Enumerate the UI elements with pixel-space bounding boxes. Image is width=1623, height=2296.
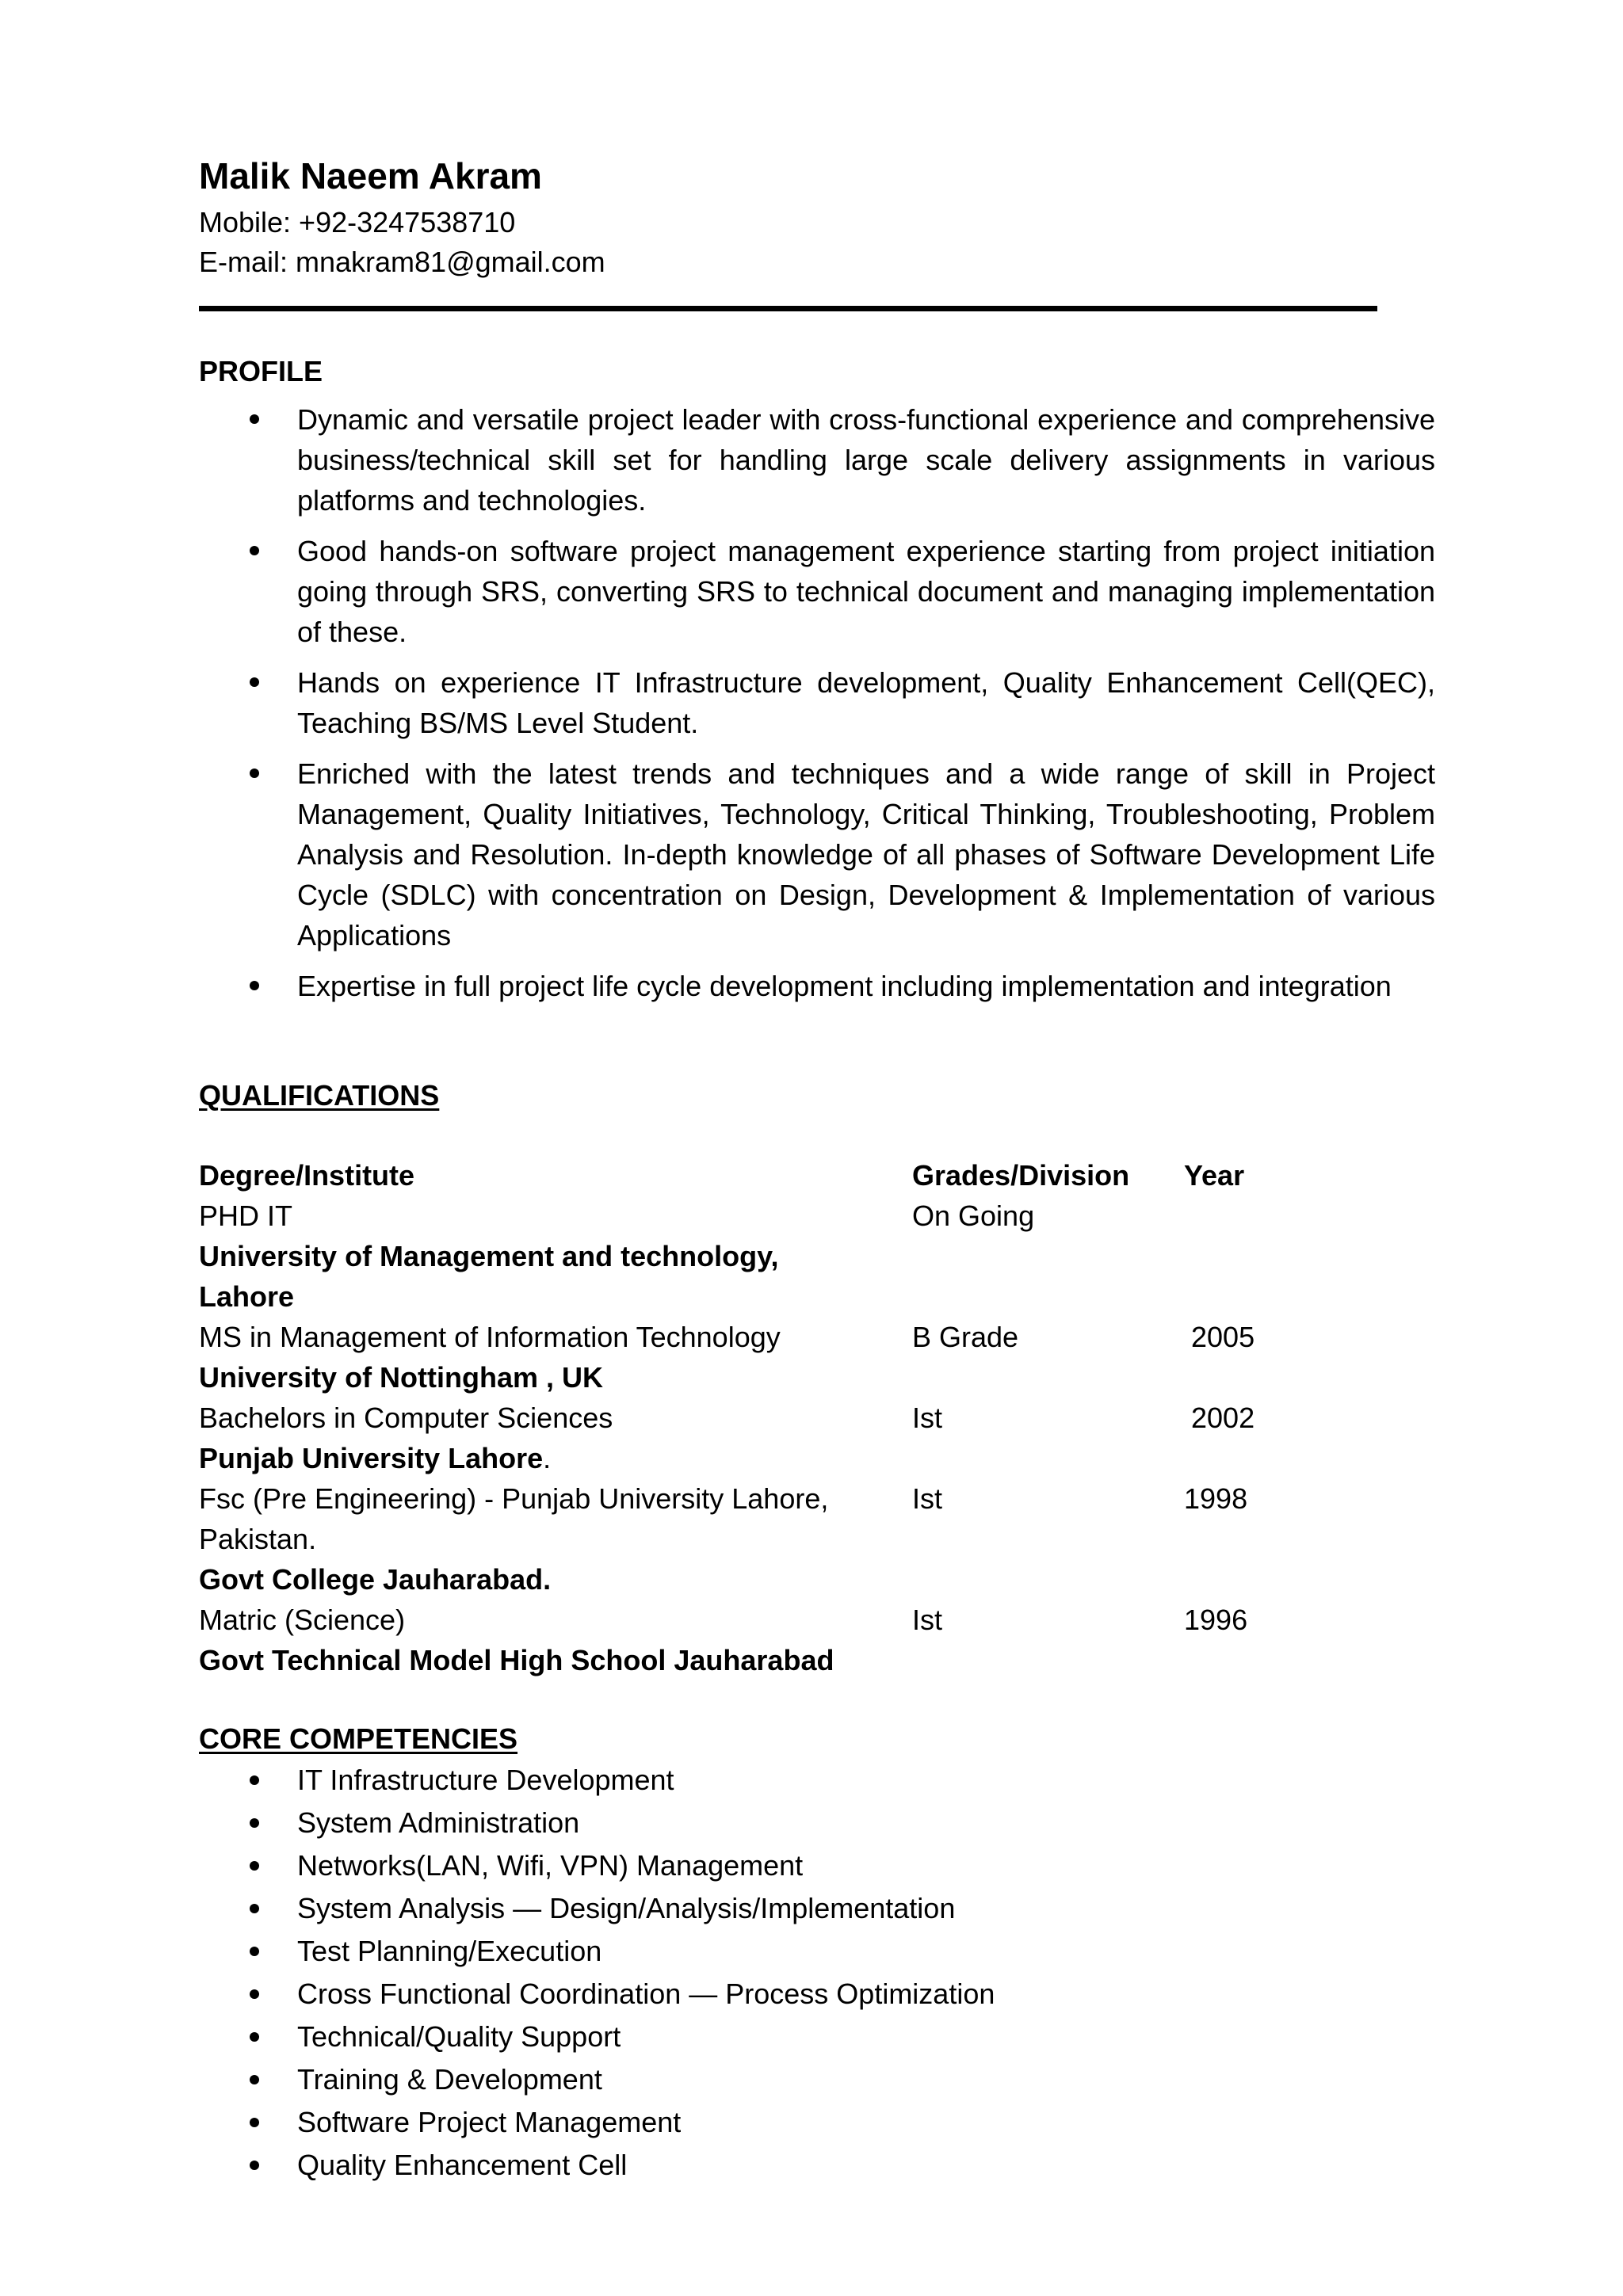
bullet-icon <box>250 2161 259 2170</box>
list-item: Test Planning/Execution <box>199 1930 1435 1973</box>
institute-row <box>199 1236 1435 1276</box>
column-header-grade: Grades/Division <box>912 1159 1130 1192</box>
bullet-icon <box>250 2075 259 2084</box>
qualifications-table <box>199 1155 1435 1680</box>
list-item: IT Infrastructure Development <box>199 1759 1435 1802</box>
list-item: System Analysis — Design/Analysis/Implementation <box>199 1887 1435 1930</box>
qualifications-heading: QUALIFICATIONS <box>199 1079 440 1112</box>
email-address: E-mail: mnakram81@gmail.com <box>199 246 605 278</box>
profile-item: Good hands-on software project management experience starting from project initiation going through SRS, converting SRS to technical document and managing implementation of these. <box>199 531 1435 652</box>
bullet-icon <box>250 1904 259 1913</box>
grade-cell: On Going <box>912 1199 1035 1232</box>
grade-cell: Ist <box>912 1402 943 1434</box>
list-item: System Administration <box>199 1802 1435 1844</box>
institute-cell: University of Management and technology, <box>199 1240 779 1272</box>
profile-item: Dynamic and versatile project leader with cross-functional experience and comprehensive business/technical skill set for handling large scale delivery assignments in various platforms and technologies. <box>199 399 1435 521</box>
core-competencies-heading: CORE COMPETENCIES <box>199 1722 518 1755</box>
column-header-degree: Degree/Institute <box>199 1159 415 1192</box>
institute-row <box>199 1559 1435 1600</box>
list-item: Technical/Quality Support <box>199 2016 1435 2058</box>
bullet-icon <box>250 1818 259 1828</box>
institute-row <box>199 1357 1435 1398</box>
degree-cell: Bachelors in Computer Sciences <box>199 1402 613 1434</box>
profile-heading: PROFILE <box>199 355 323 387</box>
institute-cell: Govt College Jauharabad. <box>199 1563 552 1596</box>
degree-cell: Fsc (Pre Engineering) - Punjab University Lahore, <box>199 1482 829 1515</box>
bullet-icon <box>250 414 259 424</box>
list-item: Quality Enhancement Cell <box>199 2144 1435 2187</box>
bullet-icon <box>250 1775 259 1785</box>
mobile-number: Mobile: +92-3247538710 <box>199 206 516 238</box>
grade-cell: B Grade <box>912 1321 1019 1353</box>
profile-list <box>199 399 1435 1016</box>
grade-cell: Ist <box>912 1482 943 1515</box>
bullet-icon <box>250 769 259 778</box>
year-cell: 1998 <box>1184 1482 1248 1515</box>
table-row <box>199 1317 1435 1357</box>
table-row <box>199 1600 1435 1640</box>
bullet-icon <box>250 981 259 990</box>
profile-item: Expertise in full project life cycle development including implementation and integration <box>199 966 1435 1006</box>
bullet-icon <box>250 1989 259 1999</box>
year-cell: 2002 <box>1191 1402 1255 1434</box>
header-divider <box>199 306 1377 311</box>
institute-row <box>199 1438 1435 1478</box>
list-item: Networks(LAN, Wifi, VPN) Management <box>199 1844 1435 1887</box>
year-cell: 2005 <box>1191 1321 1255 1353</box>
degree-cell: Matric (Science) <box>199 1604 406 1636</box>
core-competencies-list <box>199 1759 1435 2187</box>
profile-item: Enriched with the latest trends and techniques and a wide range of skill in Project Management, Quality Initiatives, Technology, Critical Thinking, Troubleshooting, Problem Analysis and Resolution. In-depth knowledge of all phases of Software Development Life Cycle (SDLC) with concentration on Design, Development & Implementation of various Applications <box>199 753 1435 955</box>
profile-item: Hands on experience IT Infrastructure development, Quality Enhancement Cell(QEC), Teaching BS/MS Level Student. <box>199 662 1435 743</box>
institute-cell: Punjab University Lahore. <box>199 1442 552 1474</box>
institute-cell: Lahore <box>199 1280 295 1313</box>
institute-cell: Govt Technical Model High School Jauharabad <box>199 1644 834 1676</box>
bullet-icon <box>250 2032 259 2042</box>
candidate-name: Malik Naeem Akram <box>199 155 542 196</box>
grade-cell: Ist <box>912 1604 943 1636</box>
bullet-icon <box>250 1861 259 1871</box>
institute-row <box>199 1640 1435 1680</box>
bullet-icon <box>250 546 259 555</box>
institute-cell: University of Nottingham , UK <box>199 1361 604 1394</box>
table-row <box>199 1196 1435 1236</box>
table-header-row <box>199 1155 1435 1196</box>
table-row <box>199 1478 1435 1519</box>
list-item: Cross Functional Coordination — Process Optimization <box>199 1973 1435 2016</box>
list-item: Training & Development <box>199 2058 1435 2101</box>
list-item: Software Project Management <box>199 2101 1435 2144</box>
year-cell: 1996 <box>1184 1604 1248 1636</box>
column-header-year: Year <box>1184 1159 1245 1192</box>
degree-cell: PHD IT <box>199 1199 293 1232</box>
institute-row <box>199 1276 1435 1317</box>
table-row-continuation <box>199 1519 1435 1559</box>
bullet-icon <box>250 1947 259 1956</box>
bullet-icon <box>250 2118 259 2127</box>
bullet-icon <box>250 677 259 687</box>
degree-cell: Pakistan. <box>199 1523 317 1555</box>
table-row <box>199 1398 1435 1438</box>
degree-cell: MS in Management of Information Technology <box>199 1321 781 1353</box>
